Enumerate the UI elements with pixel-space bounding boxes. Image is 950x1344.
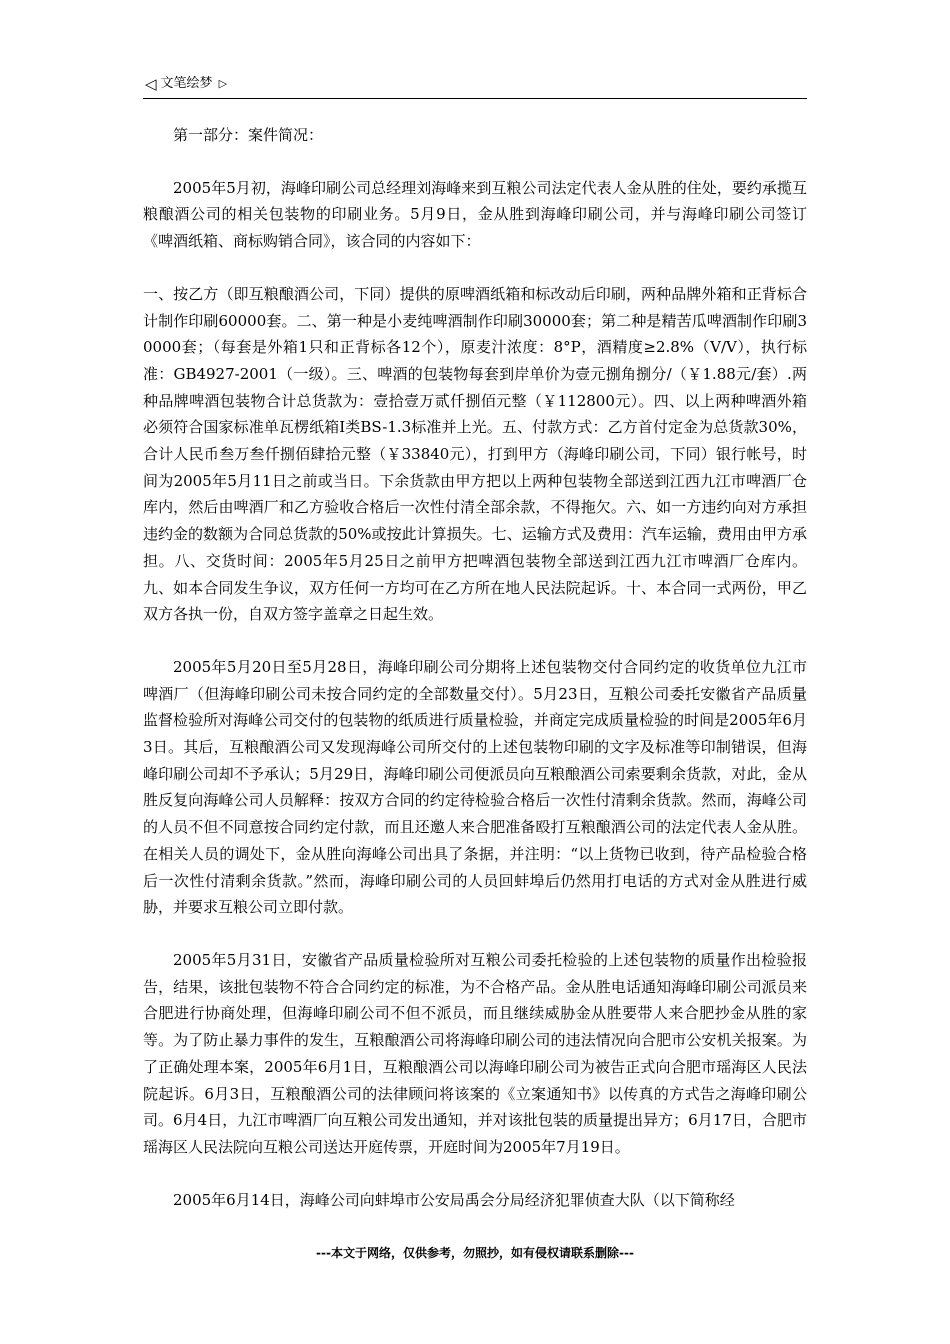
- document-body: [143, 122, 807, 1213]
- paragraph-police: 2005年6月14日，海峰公司向蚌埠市公安局禹会分局经济犯罪侦查大队（以下简称经: [173, 1190, 735, 1209]
- section-heading: 第一部分：案件简况：: [173, 126, 324, 144]
- page-footer: ---本文于网络，仅供参考，勿照抄，如有侵权请联系删除---: [316, 1246, 634, 1260]
- paragraph-contract-terms: 一、按乙方（即互粮酿酒公司，下同）提供的原啤酒纸箱和标改动后印刷，两种品牌外箱和正背标合计制作印刷60000套。二、第一种是小麦纯啤酒制作印刷30000套；第二种是精苦瓜啤酒制作印刷30000套；（每套是外箱1只和正背标各12个），原麦汁浓度：8°P，酒精度≥2.8%（V/V），执行标准：GB4927-2001（一级）。三、啤酒的包装物每套到岸单价为壹元捌角捌分/（￥1.88元/套）.两种品牌啤酒包装物合计总货款为：壹拾壹万贰仟捌佰元整（￥112800元）。四、以上两种啤酒外箱必须符合国家标准单瓦楞纸箱Ⅰ类BS-1.3标准并上光。五、付款方式：乙方首付定金为总货款30%，合计人民币叁万叁仟捌佰肆拾元整（￥33840元），打到甲方（海峰印刷公司，下同）银行帐号，时间为2005年5月11日之前或当日。下余货款由甲方把以上两种包装物全部送到江西九江市啤酒厂仓库内，然后由啤酒厂和乙方验收合格后一次性付清全部余款，不得拖欠。六、如一方违约向对方承担违约金的数额为合同总货款的50%或按此计算损失。七、运输方式及费用：汽车运输，费用由甲方承担。八、交货时间：2005年5月25日之前甲方把啤酒包装物全部送到江西九江市啤酒厂仓库内。九、如本合同发生争议，双方任何一方均可在乙方所在地人民法院起诉。十、本合同一式两份，甲乙双方各执一份，自双方签字盖章之日起生效。: [143, 284, 807, 624]
- header-brand: [145, 75, 227, 93]
- brand-text: 文笔绘梦: [160, 76, 213, 91]
- page-header: [143, 74, 807, 99]
- paragraph-delivery: 2005年5月20日至5月28日，海峰印刷公司分期将上述包装物交付合同约定的收货单位九江市啤酒厂（但海峰印刷公司未按合同约定的全部数量交付）。5月23日，互粮公司委托安徽省产品质量监督检验所对海峰公司交付的包装物的纸质进行质量检验，并商定完成质量检验的时间是2005年6月3日。其后，互粮酿酒公司又发现海峰公司所交付的上述包装物印刷的文字及标准等印制错误，但海峰印刷公司却不予承认；5月29日，海峰印刷公司便派员向互粮酿酒公司索要剩余货款，对此，金从胜反复向海峰公司人员解释：按双方合同的约定待检验合格后一次性付清剩余货款。然而，海峰公司的人员不但不同意按合同约定付款，而且还邀人来合肥准备殴打互粮酿酒公司的法定代表人金从胜。在相关人员的调处下，金从胜向海峰公司出具了条据，并注明：“以上货物已收到，待产品检验合格后一次性付清剩余货款。”然而，海峰印刷公司的人员回蚌埠后仍然用打电话的方式对金从胜进行威胁，并要求互粮公司立即付款。: [143, 657, 807, 917]
- triangle-left-icon: ◁: [145, 75, 157, 93]
- triangle-right-icon: ▷: [218, 77, 228, 90]
- paragraph-inspection: 2005年5月31日，安徽省产品质量检验所对互粮公司委托检验的上述包装物的质量作出检验报告，结果，该批包装物不符合合同约定的标准，为不合格产品。金从胜电话通知海峰印刷公司派员来合肥进行协商处理，但海峰印刷公司不但不派员，而且继续威胁金从胜要带人来合肥抄金从胜的家等。为了防止暴力事件的发生，互粮酿酒公司将海峰印刷公司的违法情况向合肥市公安机关报案。为了正确处理本案，2005年6月1日，互粮酿酒公司以海峰印刷公司为被告正式向合肥市瑶海区人民法院起诉。6月3日，互粮酿酒公司的法律顾问将该案的《立案通知书》以传真的方式告之海峰印刷公司。6月4日，九江市啤酒厂向互粮公司发出通知，并对该批包装的质量提出异方；6月17日，合肥市瑶海区人民法院向互粮公司送达开庭传票，开庭时间为2005年7月19日。: [143, 950, 807, 1156]
- paragraph-intro: 2005年5月初，海峰印刷公司总经理刘海峰来到互粮公司法定代表人金从胜的住处，要约承揽互粮酿酒公司的相关包装物的印刷业务。5月9日，金从胜到海峰印刷公司，并与海峰印刷公司签订《啤酒纸箱、商标购销合同》，该合同的内容如下：: [143, 178, 807, 251]
